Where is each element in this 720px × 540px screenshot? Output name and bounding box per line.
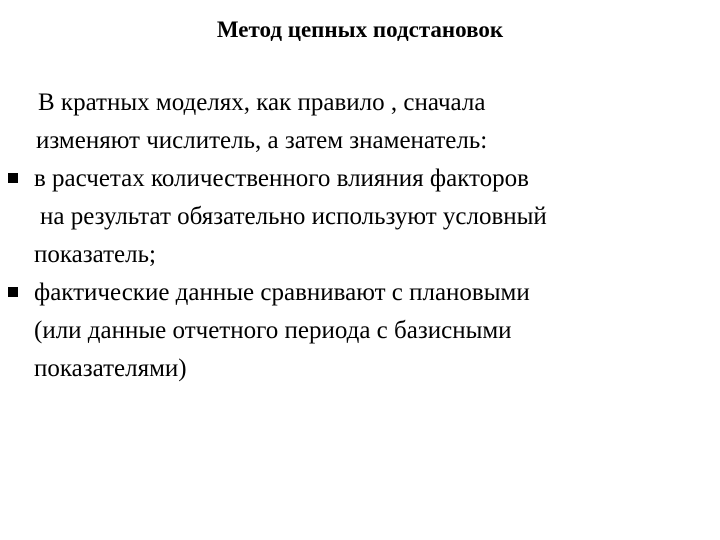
bullet-1-line-1 [6,160,712,198]
bullet-1-line-2: на результат обязательно используют условный [40,203,547,230]
bullet-1-text-1: в расчетах количественного влияния факторов [34,165,529,192]
bullet-2-line-1 [6,274,712,312]
bullet-2-line-2: (или данные отчетного периода с базисными [34,317,512,344]
slide-title: Метод цепных подстановок [216,17,504,42]
square-bullet-icon [8,173,18,183]
bullet-item-1 [6,160,712,274]
bullet-2-text-1: фактические данные сравнивают с плановыми [34,279,530,306]
slide-body [6,84,712,388]
square-bullet-icon [8,287,18,297]
bullet-2-line-3: показателями) [34,355,187,382]
intro-line-2: изменяют числитель, а затем знаменатель: [36,127,488,154]
bullet-1-line-3: показатель; [34,241,156,268]
bullet-item-2 [6,274,712,388]
intro-line-1: В кратных моделях, как правило , сначала [38,89,486,116]
